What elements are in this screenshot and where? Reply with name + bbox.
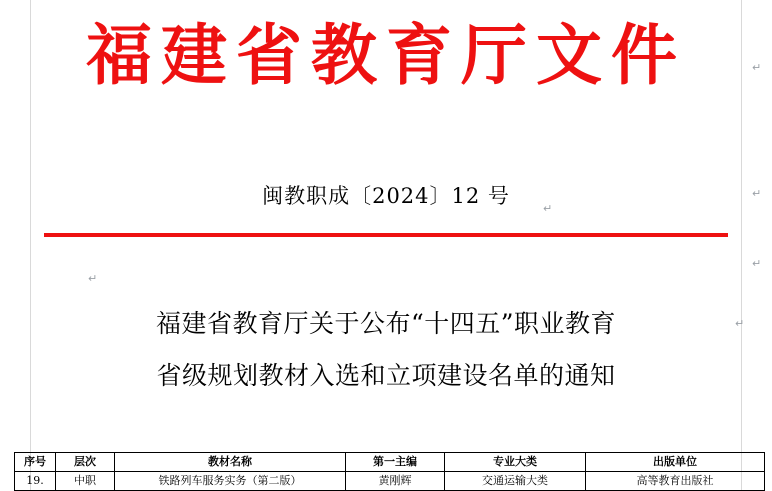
table-cell-major-category: 交通运输大类 xyxy=(445,472,586,491)
paragraph-mark: ↵ xyxy=(752,187,762,200)
table-cell-publisher: 高等教育出版社 xyxy=(586,472,765,491)
table-cell-textbook-name: 铁路列车服务实务（第二版） xyxy=(115,472,346,491)
table-header-cell: 层次 xyxy=(56,453,115,472)
paragraph-mark: ↵ xyxy=(752,61,762,74)
table-header-cell: 教材名称 xyxy=(115,453,346,472)
document-number: 闽教职成〔2024〕12 号 xyxy=(262,184,510,208)
paragraph-mark: ↵ xyxy=(735,317,745,330)
table-cell-chief-editor: 黄刚辉 xyxy=(346,472,445,491)
table-header-row xyxy=(15,453,765,472)
table-row xyxy=(15,472,765,491)
red-separator-rule xyxy=(44,233,728,237)
paragraph-mark: ↵ xyxy=(88,272,98,285)
table-header-cell: 序号 xyxy=(15,453,56,472)
textbook-list-table xyxy=(14,452,765,491)
paragraph-mark: ↵ xyxy=(543,202,553,215)
table-header-cell: 专业大类 xyxy=(445,453,586,472)
table-header-cell: 出版单位 xyxy=(586,453,765,472)
paragraph-mark: ↵ xyxy=(752,257,762,270)
document-subject-line-1: 福建省教育厅关于公布“十四五”职业教育 xyxy=(155,309,617,338)
table-cell-level: 中职 xyxy=(56,472,115,491)
document-subject-line-2: 省级规划教材入选和立项建设名单的通知 xyxy=(156,361,616,390)
table-header-cell: 第一主编 xyxy=(346,453,445,472)
document-title: 福建省教育厅文件 xyxy=(86,16,686,94)
table-cell-index: 19. xyxy=(15,472,56,491)
document-subject xyxy=(0,298,772,402)
